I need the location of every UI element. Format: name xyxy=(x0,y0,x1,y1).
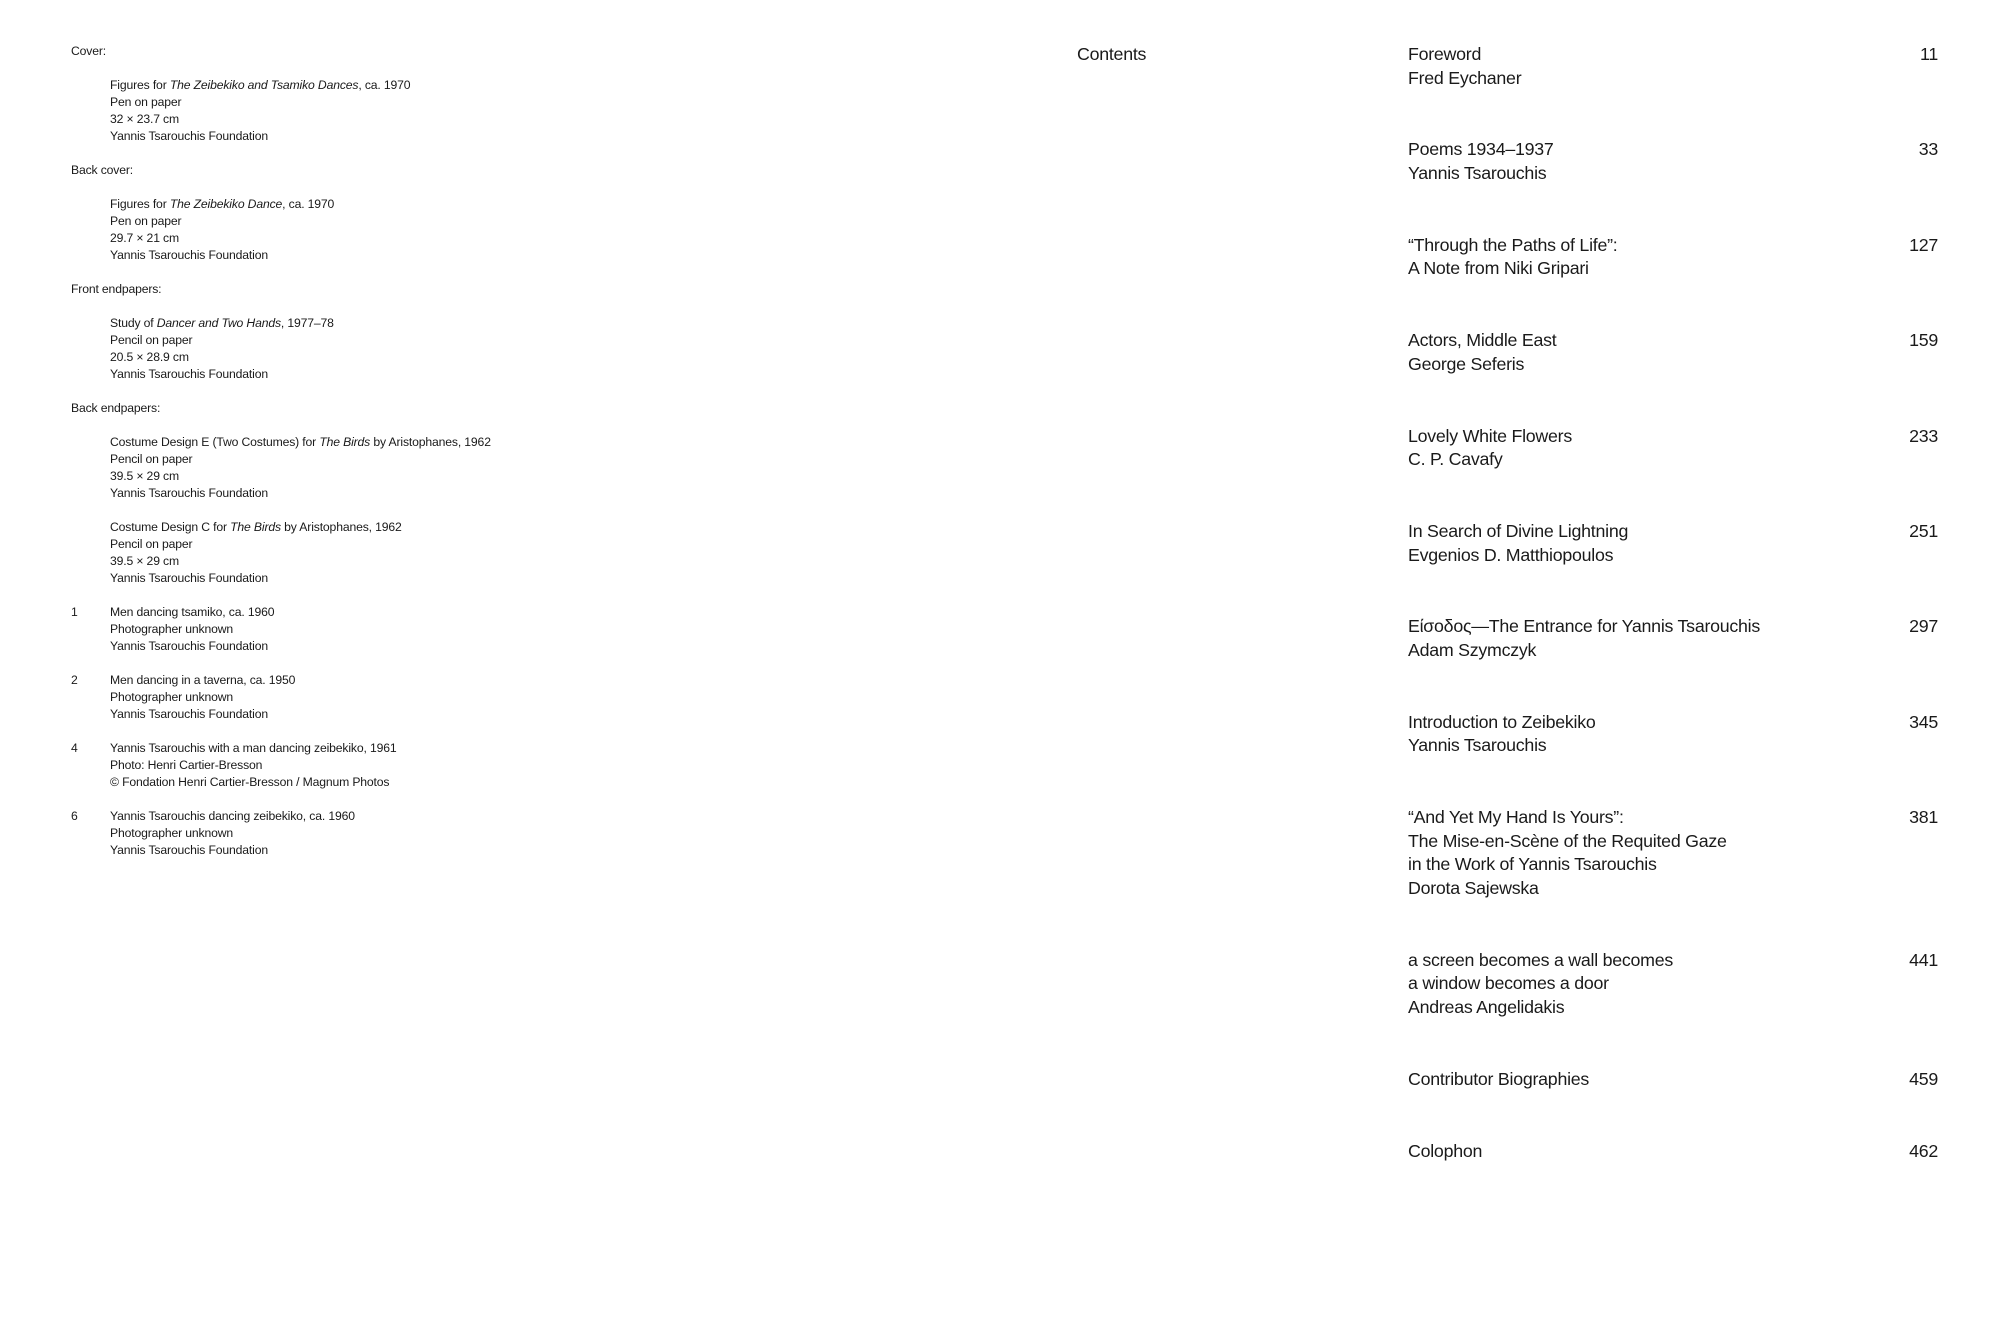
credit-source: Yannis Tsarouchis Foundation xyxy=(110,129,268,143)
toc-entry xyxy=(1408,520,1938,567)
toc-page-number: 381 xyxy=(1909,807,1938,827)
toc-title: In Search of Divine Lightning xyxy=(1408,520,1629,541)
credit-title: Figures for The Zeibekiko Dance, ca. 1970 xyxy=(110,197,335,211)
figure-credit xyxy=(71,604,631,655)
credit-section-heading: Cover: xyxy=(71,44,106,58)
toc-entry xyxy=(1408,806,1938,901)
figure-number: 6 xyxy=(71,809,78,823)
toc-title: a screen becomes a wall becomes xyxy=(1408,949,1674,970)
toc-page-number: 11 xyxy=(1920,44,1938,64)
toc-author: Fred Eychaner xyxy=(1408,67,1522,88)
toc-title: Foreword xyxy=(1408,44,1482,64)
credit-title: Figures for The Zeibekiko and Tsamiko Dances, ca. 1970 xyxy=(110,78,411,92)
figure-source: Yannis Tsarouchis Foundation xyxy=(110,639,268,653)
credit-item xyxy=(71,196,631,264)
figure-credit xyxy=(71,808,631,859)
toc-subtitle: A Note from Niki Gripari xyxy=(1408,258,1589,279)
figure-number: 4 xyxy=(71,741,78,755)
toc-author: Dorota Sajewska xyxy=(1408,878,1539,899)
figure-source: © Fondation Henri Cartier-Bresson / Magnum Photos xyxy=(110,775,390,789)
figure-credit xyxy=(71,672,631,723)
credit-source: Yannis Tsarouchis Foundation xyxy=(110,367,268,381)
toc-page-number: 127 xyxy=(1909,234,1938,255)
credit-item xyxy=(71,77,631,145)
figure-photographer: Photographer unknown xyxy=(110,690,234,704)
credit-title: Study of Dancer and Two Hands, 1977–78 xyxy=(110,316,334,330)
toc-title: “Through the Paths of Life”: xyxy=(1408,234,1618,255)
figure-caption: Men dancing tsamiko, ca. 1960 xyxy=(110,605,275,619)
credit-source: Yannis Tsarouchis Foundation xyxy=(110,248,268,262)
toc-author: Yannis Tsarouchis xyxy=(1408,163,1547,184)
toc-subtitle: The Mise-en-Scène of the Requited Gaze xyxy=(1408,830,1727,851)
toc-title: Introduction to Zeibekiko xyxy=(1408,711,1596,732)
credit-item xyxy=(71,315,631,383)
credit-medium: Pen on paper xyxy=(110,95,182,109)
credit-medium: Pencil on paper xyxy=(110,452,193,466)
toc-page-number: 233 xyxy=(1909,425,1938,446)
toc-title: Poems 1934–1937 xyxy=(1408,139,1554,160)
image-credits xyxy=(71,43,631,876)
figure-number: 1 xyxy=(71,605,78,619)
toc-title: Colophon xyxy=(1408,1140,1483,1161)
toc-title: Είσοδος—The Entrance for Yannis Tsarouchis xyxy=(1408,616,1761,637)
toc-entry xyxy=(1408,329,1938,376)
figure-photographer: Photographer unknown xyxy=(110,826,234,840)
figure-number: 2 xyxy=(71,673,78,687)
toc-entry xyxy=(1408,43,1938,90)
toc-title: Contributor Biographies xyxy=(1408,1068,1590,1089)
contents-heading: Contents xyxy=(1077,44,1147,64)
figure-source: Yannis Tsarouchis Foundation xyxy=(110,707,268,721)
credit-title: Costume Design C for The Birds by Aristophanes, 1962 xyxy=(110,520,402,534)
toc-entry xyxy=(1408,711,1938,758)
toc-page-number: 159 xyxy=(1909,330,1938,351)
credit-source: Yannis Tsarouchis Foundation xyxy=(110,486,268,500)
toc-page-number: 33 xyxy=(1918,139,1938,160)
toc-entry xyxy=(1408,1140,1938,1164)
credit-title: Costume Design E (Two Costumes) for The Birds by Aristophanes, 1962 xyxy=(110,435,491,449)
toc-page-number: 297 xyxy=(1909,616,1938,637)
credit-dimensions: 20.5 × 28.9 cm xyxy=(110,350,189,364)
toc-entry xyxy=(1408,234,1938,281)
credit-item xyxy=(71,434,631,502)
credit-section-heading: Back endpapers: xyxy=(71,401,161,415)
toc-subtitle: in the Work of Yannis Tsarouchis xyxy=(1408,854,1657,875)
toc-author: Evgenios D. Matthiopoulos xyxy=(1408,544,1614,565)
toc-title: Lovely White Flowers xyxy=(1408,425,1572,446)
toc-author: George Seferis xyxy=(1408,353,1525,374)
table-of-contents xyxy=(1408,43,1938,1163)
figure-source: Yannis Tsarouchis Foundation xyxy=(110,843,268,857)
figure-caption: Men dancing in a taverna, ca. 1950 xyxy=(110,673,296,687)
toc-entry xyxy=(1408,949,1938,1020)
toc-author: C. P. Cavafy xyxy=(1408,449,1503,470)
toc-title: “And Yet My Hand Is Yours”: xyxy=(1408,807,1624,827)
toc-entry xyxy=(1408,615,1938,662)
credit-source: Yannis Tsarouchis Foundation xyxy=(110,571,268,585)
figure-photographer: Photographer unknown xyxy=(110,622,234,636)
credit-dimensions: 39.5 × 29 cm xyxy=(110,554,179,568)
figure-caption: Yannis Tsarouchis dancing zeibekiko, ca. 1960 xyxy=(110,809,355,823)
credit-dimensions: 32 × 23.7 cm xyxy=(110,112,179,126)
toc-author: Adam Szymczyk xyxy=(1408,639,1537,660)
toc-page-number: 459 xyxy=(1909,1068,1938,1089)
credit-medium: Pencil on paper xyxy=(110,537,193,551)
toc-page-number: 441 xyxy=(1909,949,1938,970)
toc-author: Yannis Tsarouchis xyxy=(1408,735,1547,756)
toc-page-number: 345 xyxy=(1909,711,1938,732)
toc-entry xyxy=(1408,1068,1938,1092)
credit-section-heading: Front endpapers: xyxy=(71,282,162,296)
toc-page-number: 251 xyxy=(1909,520,1938,541)
credit-dimensions: 39.5 × 29 cm xyxy=(110,469,179,483)
credit-medium: Pencil on paper xyxy=(110,333,193,347)
credit-item xyxy=(71,519,631,587)
toc-title: Actors, Middle East xyxy=(1408,330,1557,351)
credit-section-heading: Back cover: xyxy=(71,163,134,177)
credit-medium: Pen on paper xyxy=(110,214,182,228)
toc-title: a window becomes a door xyxy=(1408,973,1609,994)
toc-entry xyxy=(1408,138,1938,185)
figure-credit xyxy=(71,740,631,791)
credit-dimensions: 29.7 × 21 cm xyxy=(110,231,179,245)
figure-photographer: Photo: Henri Cartier-Bresson xyxy=(110,758,263,772)
toc-page-number: 462 xyxy=(1909,1140,1938,1161)
figure-caption: Yannis Tsarouchis with a man dancing zeibekiko, 1961 xyxy=(110,741,397,755)
toc-author: Andreas Angelidakis xyxy=(1408,997,1565,1018)
toc-entry xyxy=(1408,425,1938,472)
